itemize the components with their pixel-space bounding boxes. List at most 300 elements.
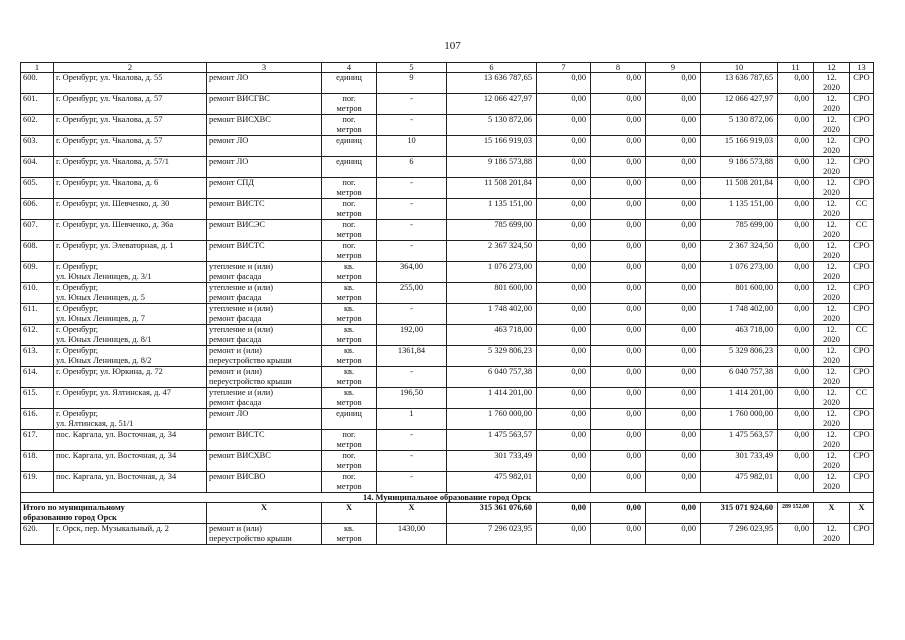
unit-cell: пог. метров	[322, 241, 377, 262]
fund-cost-cell: 0,00	[537, 199, 591, 220]
method-cell: СРО	[850, 283, 874, 304]
work-type-cell: утепление и (или) ремонт фасада	[207, 388, 322, 409]
other-cost-cell: 0,00	[778, 199, 814, 220]
total-unit-cell: Х	[322, 503, 377, 524]
column-number: 3	[207, 63, 322, 73]
row-number: 617.	[21, 430, 54, 451]
work-type-cell: ремонт ВИСХВС	[207, 451, 322, 472]
fund-cost-cell: 0,00	[537, 346, 591, 367]
method-cell: СРО	[850, 73, 874, 94]
unit-cell: единиц	[322, 409, 377, 430]
address-cell: г. Оренбург, ул. Юных Ленинцев, д. 5	[54, 283, 207, 304]
local-cost-cell: 0,00	[646, 388, 701, 409]
owner-cost-cell: 2 367 324,50	[701, 241, 778, 262]
local-cost-cell: 0,00	[646, 220, 701, 241]
method-cell: СРО	[850, 346, 874, 367]
volume-cell: 9	[377, 73, 447, 94]
fund-cost-cell: 0,00	[537, 451, 591, 472]
fund-cost-cell: 0,00	[537, 472, 591, 493]
table-row	[21, 472, 874, 493]
deadline-cell: 12. 2020	[814, 367, 850, 388]
other-cost-cell: 0,00	[778, 94, 814, 115]
deadline-cell: 12. 2020	[814, 115, 850, 136]
total-cost-cell: 6 040 757,38	[447, 367, 537, 388]
other-cost-cell: 0,00	[778, 388, 814, 409]
other-cost-cell: 0,00	[778, 430, 814, 451]
other-cost-cell: 0,00	[778, 472, 814, 493]
column-number: 5	[377, 63, 447, 73]
column-number: 8	[591, 63, 646, 73]
table-row	[21, 451, 874, 472]
local-cost-cell: 0,00	[646, 409, 701, 430]
total-cost-cell: 12 066 427,97	[447, 94, 537, 115]
volume-cell: -	[377, 178, 447, 199]
row-number: 620.	[21, 524, 54, 545]
owner-cost-cell: 785 699,00	[701, 220, 778, 241]
fund-cost-cell: 0,00	[537, 241, 591, 262]
volume-cell: 1430,00	[377, 524, 447, 545]
method-cell: СРО	[850, 157, 874, 178]
table-row	[21, 199, 874, 220]
row-number: 614.	[21, 367, 54, 388]
owner-cost-cell: 1 748 402,00	[701, 304, 778, 325]
total-cost-cell: 1 748 402,00	[447, 304, 537, 325]
table-row	[21, 283, 874, 304]
work-type-cell: ремонт ЛО	[207, 73, 322, 94]
row-number: 606.	[21, 199, 54, 220]
method-cell: СРО	[850, 304, 874, 325]
local-cost-cell: 0,00	[646, 241, 701, 262]
deadline-cell: 12. 2020	[814, 199, 850, 220]
work-type-cell: ремонт и (или) переустройство крыши	[207, 524, 322, 545]
table-row	[21, 409, 874, 430]
table-row	[21, 241, 874, 262]
budget-cost-cell: 0,00	[591, 472, 646, 493]
table-row	[21, 136, 874, 157]
volume-cell: 10	[377, 136, 447, 157]
volume-cell: -	[377, 94, 447, 115]
method-cell: СРО	[850, 451, 874, 472]
column-number: 2	[54, 63, 207, 73]
volume-cell: -	[377, 304, 447, 325]
owner-cost-cell: 5 130 872,06	[701, 115, 778, 136]
owner-cost-cell: 12 066 427,97	[701, 94, 778, 115]
budget-cost-cell: 0,00	[591, 241, 646, 262]
deadline-cell: 12. 2020	[814, 283, 850, 304]
total-volume-cell: Х	[377, 503, 447, 524]
row-number: 609.	[21, 262, 54, 283]
section-row	[21, 493, 874, 503]
other-cost-cell: 0,00	[778, 367, 814, 388]
fund-cost-cell: 0,00	[537, 430, 591, 451]
budget-cost-cell: 0,00	[591, 178, 646, 199]
method-cell: СРО	[850, 472, 874, 493]
other-cost-cell: 0,00	[778, 409, 814, 430]
unit-cell: кв. метров	[322, 304, 377, 325]
work-type-cell: ремонт ЛО	[207, 409, 322, 430]
volume-cell: 6	[377, 157, 447, 178]
table-row	[21, 94, 874, 115]
unit-cell: кв. метров	[322, 346, 377, 367]
work-type-cell: утепление и (или) ремонт фасада	[207, 304, 322, 325]
budget-cost-cell: 0,00	[591, 346, 646, 367]
fund-cost-cell: 0,00	[537, 178, 591, 199]
address-cell: г. Оренбург, ул. Чкалова, д. 57	[54, 94, 207, 115]
table-row	[21, 304, 874, 325]
total-cost-cell: 15 166 919,03	[447, 136, 537, 157]
volume-cell: -	[377, 472, 447, 493]
table-row	[21, 73, 874, 94]
volume-cell: 1361,84	[377, 346, 447, 367]
unit-cell: пог. метров	[322, 220, 377, 241]
address-cell: г. Оренбург, ул. Чкалова, д. 55	[54, 73, 207, 94]
method-cell: СС	[850, 388, 874, 409]
total-label: Итого по муниципальному образованию город Орск	[21, 503, 207, 524]
volume-cell: -	[377, 430, 447, 451]
other-cost-cell: 0,00	[778, 304, 814, 325]
total-cost-cell: 13 636 787,65	[447, 73, 537, 94]
unit-cell: пог. метров	[322, 430, 377, 451]
local-cost-cell: 0,00	[646, 199, 701, 220]
unit-cell: пог. метров	[322, 178, 377, 199]
deadline-cell: 12. 2020	[814, 472, 850, 493]
fund-cost-cell: 0,00	[537, 94, 591, 115]
row-number: 605.	[21, 178, 54, 199]
volume-cell: 1	[377, 409, 447, 430]
method-cell: СРО	[850, 262, 874, 283]
deadline-cell: 12. 2020	[814, 388, 850, 409]
volume-cell: 364,00	[377, 262, 447, 283]
deadline-cell: 12. 2020	[814, 304, 850, 325]
row-number: 619.	[21, 472, 54, 493]
other-cost-cell: 0,00	[778, 451, 814, 472]
method-cell: СРО	[850, 241, 874, 262]
deadline-cell: 12. 2020	[814, 409, 850, 430]
other-cost-cell: 0,00	[778, 283, 814, 304]
row-number: 602.	[21, 115, 54, 136]
owner-cost-cell: 13 636 787,65	[701, 73, 778, 94]
total-cost-cell: 7 296 023,95	[447, 524, 537, 545]
address-cell: г. Оренбург, ул. Шевченко, д. 30	[54, 199, 207, 220]
address-cell: г. Оренбург, ул. Юркина, д. 72	[54, 367, 207, 388]
local-cost-cell: 0,00	[646, 346, 701, 367]
total-cost-cell: 1 414 201,00	[447, 388, 537, 409]
work-type-cell: ремонт ВИСГВС	[207, 94, 322, 115]
fund-cost-cell: 0,00	[537, 283, 591, 304]
unit-cell: кв. метров	[322, 262, 377, 283]
fund-cost-cell: 0,00	[537, 220, 591, 241]
budget-cost-cell: 0,00	[591, 283, 646, 304]
fund-cost-cell: 0,00	[537, 115, 591, 136]
total-cost-cell: 9 186 573,88	[447, 157, 537, 178]
unit-cell: кв. метров	[322, 325, 377, 346]
work-type-cell: утепление и (или) ремонт фасада	[207, 325, 322, 346]
deadline-cell: 12. 2020	[814, 94, 850, 115]
address-cell: г. Оренбург, ул. Чкалова, д. 57	[54, 115, 207, 136]
method-cell: СС	[850, 325, 874, 346]
owner-cost-cell: 11 508 201,84	[701, 178, 778, 199]
fund-cost-cell: 0,00	[537, 157, 591, 178]
volume-cell: 255,00	[377, 283, 447, 304]
address-cell: г. Оренбург, ул. Шевченко, д. 36а	[54, 220, 207, 241]
unit-cell: кв. метров	[322, 388, 377, 409]
unit-cell: единиц	[322, 157, 377, 178]
total-cost-cell: 5 130 872,06	[447, 115, 537, 136]
owner-cost-cell: 15 166 919,03	[701, 136, 778, 157]
unit-cell: пог. метров	[322, 94, 377, 115]
table-row	[21, 262, 874, 283]
budget-cost-cell: 0,00	[591, 325, 646, 346]
row-number: 612.	[21, 325, 54, 346]
total-local-cost-cell: 0,00	[646, 503, 701, 524]
volume-cell: -	[377, 115, 447, 136]
method-cell: СРО	[850, 367, 874, 388]
total-row	[21, 503, 874, 524]
total-cost-cell: 801 600,00	[447, 283, 537, 304]
total-cost-cell: 1 135 151,00	[447, 199, 537, 220]
total-other-cost-cell: 289 152,00	[778, 503, 814, 524]
owner-cost-cell: 1 076 273,00	[701, 262, 778, 283]
address-cell: г. Оренбург, ул. Юных Ленинцев, д. 8/1	[54, 325, 207, 346]
budget-cost-cell: 0,00	[591, 73, 646, 94]
budget-cost-cell: 0,00	[591, 115, 646, 136]
deadline-cell: 12. 2020	[814, 325, 850, 346]
deadline-cell: 12. 2020	[814, 346, 850, 367]
owner-cost-cell: 1 414 201,00	[701, 388, 778, 409]
volume-cell: -	[377, 367, 447, 388]
work-type-cell: ремонт СПД	[207, 178, 322, 199]
other-cost-cell: 0,00	[778, 157, 814, 178]
column-number: 10	[701, 63, 778, 73]
table-row	[21, 430, 874, 451]
other-cost-cell: 0,00	[778, 241, 814, 262]
row-number: 610.	[21, 283, 54, 304]
owner-cost-cell: 301 733,49	[701, 451, 778, 472]
address-cell: г. Оренбург, ул. Юных Ленинцев, д. 7	[54, 304, 207, 325]
total-cost-cell: 2 367 324,50	[447, 241, 537, 262]
budget-cost-cell: 0,00	[591, 451, 646, 472]
row-number: 616.	[21, 409, 54, 430]
column-number: 4	[322, 63, 377, 73]
budget-cost-cell: 0,00	[591, 157, 646, 178]
budget-cost-cell: 0,00	[591, 388, 646, 409]
fund-cost-cell: 0,00	[537, 262, 591, 283]
budget-cost-cell: 0,00	[591, 409, 646, 430]
local-cost-cell: 0,00	[646, 451, 701, 472]
fund-cost-cell: 0,00	[537, 388, 591, 409]
local-cost-cell: 0,00	[646, 115, 701, 136]
method-cell: СРО	[850, 136, 874, 157]
other-cost-cell: 0,00	[778, 346, 814, 367]
fund-cost-cell: 0,00	[537, 136, 591, 157]
other-cost-cell: 0,00	[778, 325, 814, 346]
table-row	[21, 115, 874, 136]
total-cost-cell: 11 508 201,84	[447, 178, 537, 199]
method-cell: СРО	[850, 409, 874, 430]
table-row	[21, 325, 874, 346]
row-number: 600.	[21, 73, 54, 94]
local-cost-cell: 0,00	[646, 94, 701, 115]
fund-cost-cell: 0,00	[537, 304, 591, 325]
volume-cell: 196,50	[377, 388, 447, 409]
method-cell: СС	[850, 220, 874, 241]
other-cost-cell: 0,00	[778, 115, 814, 136]
address-cell: пос. Каргала, ул. Восточная, д. 34	[54, 451, 207, 472]
table-row	[21, 178, 874, 199]
volume-cell: -	[377, 199, 447, 220]
work-type-cell: ремонт ВИСВО	[207, 472, 322, 493]
unit-cell: пог. метров	[322, 115, 377, 136]
column-number: 6	[447, 63, 537, 73]
budget-cost-cell: 0,00	[591, 304, 646, 325]
local-cost-cell: 0,00	[646, 430, 701, 451]
fund-cost-cell: 0,00	[537, 409, 591, 430]
other-cost-cell: 0,00	[778, 136, 814, 157]
row-number: 618.	[21, 451, 54, 472]
unit-cell: пог. метров	[322, 451, 377, 472]
unit-cell: пог. метров	[322, 472, 377, 493]
row-number: 608.	[21, 241, 54, 262]
local-cost-cell: 0,00	[646, 178, 701, 199]
owner-cost-cell: 5 329 806,23	[701, 346, 778, 367]
column-number: 11	[778, 63, 814, 73]
total-fund-cost-cell: 0,00	[537, 503, 591, 524]
total-cost-cell: 301 733,49	[447, 451, 537, 472]
work-type-cell: ремонт ВИСТС	[207, 430, 322, 451]
table-row	[21, 346, 874, 367]
row-number: 604.	[21, 157, 54, 178]
address-cell: пос. Каргала, ул. Восточная, д. 34	[54, 430, 207, 451]
local-cost-cell: 0,00	[646, 367, 701, 388]
table-row	[21, 367, 874, 388]
method-cell: СС	[850, 199, 874, 220]
owner-cost-cell: 1 135 151,00	[701, 199, 778, 220]
deadline-cell: 12. 2020	[814, 73, 850, 94]
budget-cost-cell: 0,00	[591, 262, 646, 283]
deadline-cell: 12. 2020	[814, 157, 850, 178]
column-number-row	[21, 63, 874, 73]
local-cost-cell: 0,00	[646, 325, 701, 346]
owner-cost-cell: 7 296 023,95	[701, 524, 778, 545]
fund-cost-cell: 0,00	[537, 73, 591, 94]
work-type-cell: ремонт ЛО	[207, 157, 322, 178]
row-number: 607.	[21, 220, 54, 241]
volume-cell: -	[377, 451, 447, 472]
deadline-cell: 12. 2020	[814, 136, 850, 157]
method-cell: СРО	[850, 115, 874, 136]
total-deadline-cell: Х	[814, 503, 850, 524]
owner-cost-cell: 1 475 563,57	[701, 430, 778, 451]
work-type-cell: ремонт и (или) переустройство крыши	[207, 367, 322, 388]
total-budget-cost-cell: 0,00	[591, 503, 646, 524]
address-cell: г. Оренбург, ул. Юных Ленинцев, д. 3/1	[54, 262, 207, 283]
address-cell: г. Оренбург, ул. Ялтинская, д. 51/1	[54, 409, 207, 430]
total-owner-cost-cell: 315 071 924,60	[701, 503, 778, 524]
total-method-cell: Х	[850, 503, 874, 524]
unit-cell: кв. метров	[322, 524, 377, 545]
volume-cell: -	[377, 220, 447, 241]
budget-cost-cell: 0,00	[591, 220, 646, 241]
work-type-cell: ремонт ВИСХВС	[207, 115, 322, 136]
page-number: 107	[444, 40, 461, 52]
unit-cell: единиц	[322, 73, 377, 94]
local-cost-cell: 0,00	[646, 524, 701, 545]
row-number: 601.	[21, 94, 54, 115]
work-type-cell: ремонт ВИСТС	[207, 241, 322, 262]
work-type-cell: ремонт и (или) переустройство крыши	[207, 346, 322, 367]
local-cost-cell: 0,00	[646, 472, 701, 493]
budget-cost-cell: 0,00	[591, 524, 646, 545]
table-row	[21, 388, 874, 409]
address-cell: г. Орск, пер. Музыкальный, д. 2	[54, 524, 207, 545]
local-cost-cell: 0,00	[646, 262, 701, 283]
table-row	[21, 157, 874, 178]
unit-cell: единиц	[322, 136, 377, 157]
work-type-cell: утепление и (или) ремонт фасада	[207, 283, 322, 304]
other-cost-cell: 0,00	[778, 73, 814, 94]
budget-cost-cell: 0,00	[591, 430, 646, 451]
total-cost-cell: 1 475 563,57	[447, 430, 537, 451]
deadline-cell: 12. 2020	[814, 451, 850, 472]
method-cell: СРО	[850, 524, 874, 545]
table-row	[21, 524, 874, 545]
method-cell: СРО	[850, 94, 874, 115]
other-cost-cell: 0,00	[778, 524, 814, 545]
fund-cost-cell: 0,00	[537, 367, 591, 388]
total-work-type-cell: Х	[207, 503, 322, 524]
local-cost-cell: 0,00	[646, 157, 701, 178]
row-number: 611.	[21, 304, 54, 325]
column-number: 7	[537, 63, 591, 73]
deadline-cell: 12. 2020	[814, 178, 850, 199]
method-cell: СРО	[850, 178, 874, 199]
other-cost-cell: 0,00	[778, 220, 814, 241]
work-type-cell: утепление и (или) ремонт фасада	[207, 262, 322, 283]
volume-cell: 192,00	[377, 325, 447, 346]
owner-cost-cell: 463 718,00	[701, 325, 778, 346]
deadline-cell: 12. 2020	[814, 241, 850, 262]
address-cell: г. Оренбург, ул. Чкалова, д. 6	[54, 178, 207, 199]
work-type-cell: ремонт ВИСТС	[207, 199, 322, 220]
owner-cost-cell: 1 760 000,00	[701, 409, 778, 430]
unit-cell: пог. метров	[322, 199, 377, 220]
total-total-cost-cell: 315 361 076,60	[447, 503, 537, 524]
total-cost-cell: 5 329 806,23	[447, 346, 537, 367]
row-number: 613.	[21, 346, 54, 367]
deadline-cell: 12. 2020	[814, 262, 850, 283]
other-cost-cell: 0,00	[778, 178, 814, 199]
work-type-cell: ремонт ЛО	[207, 136, 322, 157]
column-number: 12	[814, 63, 850, 73]
fund-cost-cell: 0,00	[537, 524, 591, 545]
budget-cost-cell: 0,00	[591, 199, 646, 220]
budget-cost-cell: 0,00	[591, 367, 646, 388]
fund-cost-cell: 0,00	[537, 325, 591, 346]
other-cost-cell: 0,00	[778, 262, 814, 283]
deadline-cell: 12. 2020	[814, 220, 850, 241]
section-title: 14. Муниципальное образование город Орск	[21, 493, 874, 503]
local-cost-cell: 0,00	[646, 283, 701, 304]
deadline-cell: 12. 2020	[814, 430, 850, 451]
local-cost-cell: 0,00	[646, 136, 701, 157]
capital-repair-table	[20, 62, 874, 545]
address-cell: г. Оренбург, ул. Чкалова, д. 57/1	[54, 157, 207, 178]
table-row	[21, 220, 874, 241]
budget-cost-cell: 0,00	[591, 136, 646, 157]
total-cost-cell: 475 982,01	[447, 472, 537, 493]
deadline-cell: 12. 2020	[814, 524, 850, 545]
owner-cost-cell: 475 982,01	[701, 472, 778, 493]
